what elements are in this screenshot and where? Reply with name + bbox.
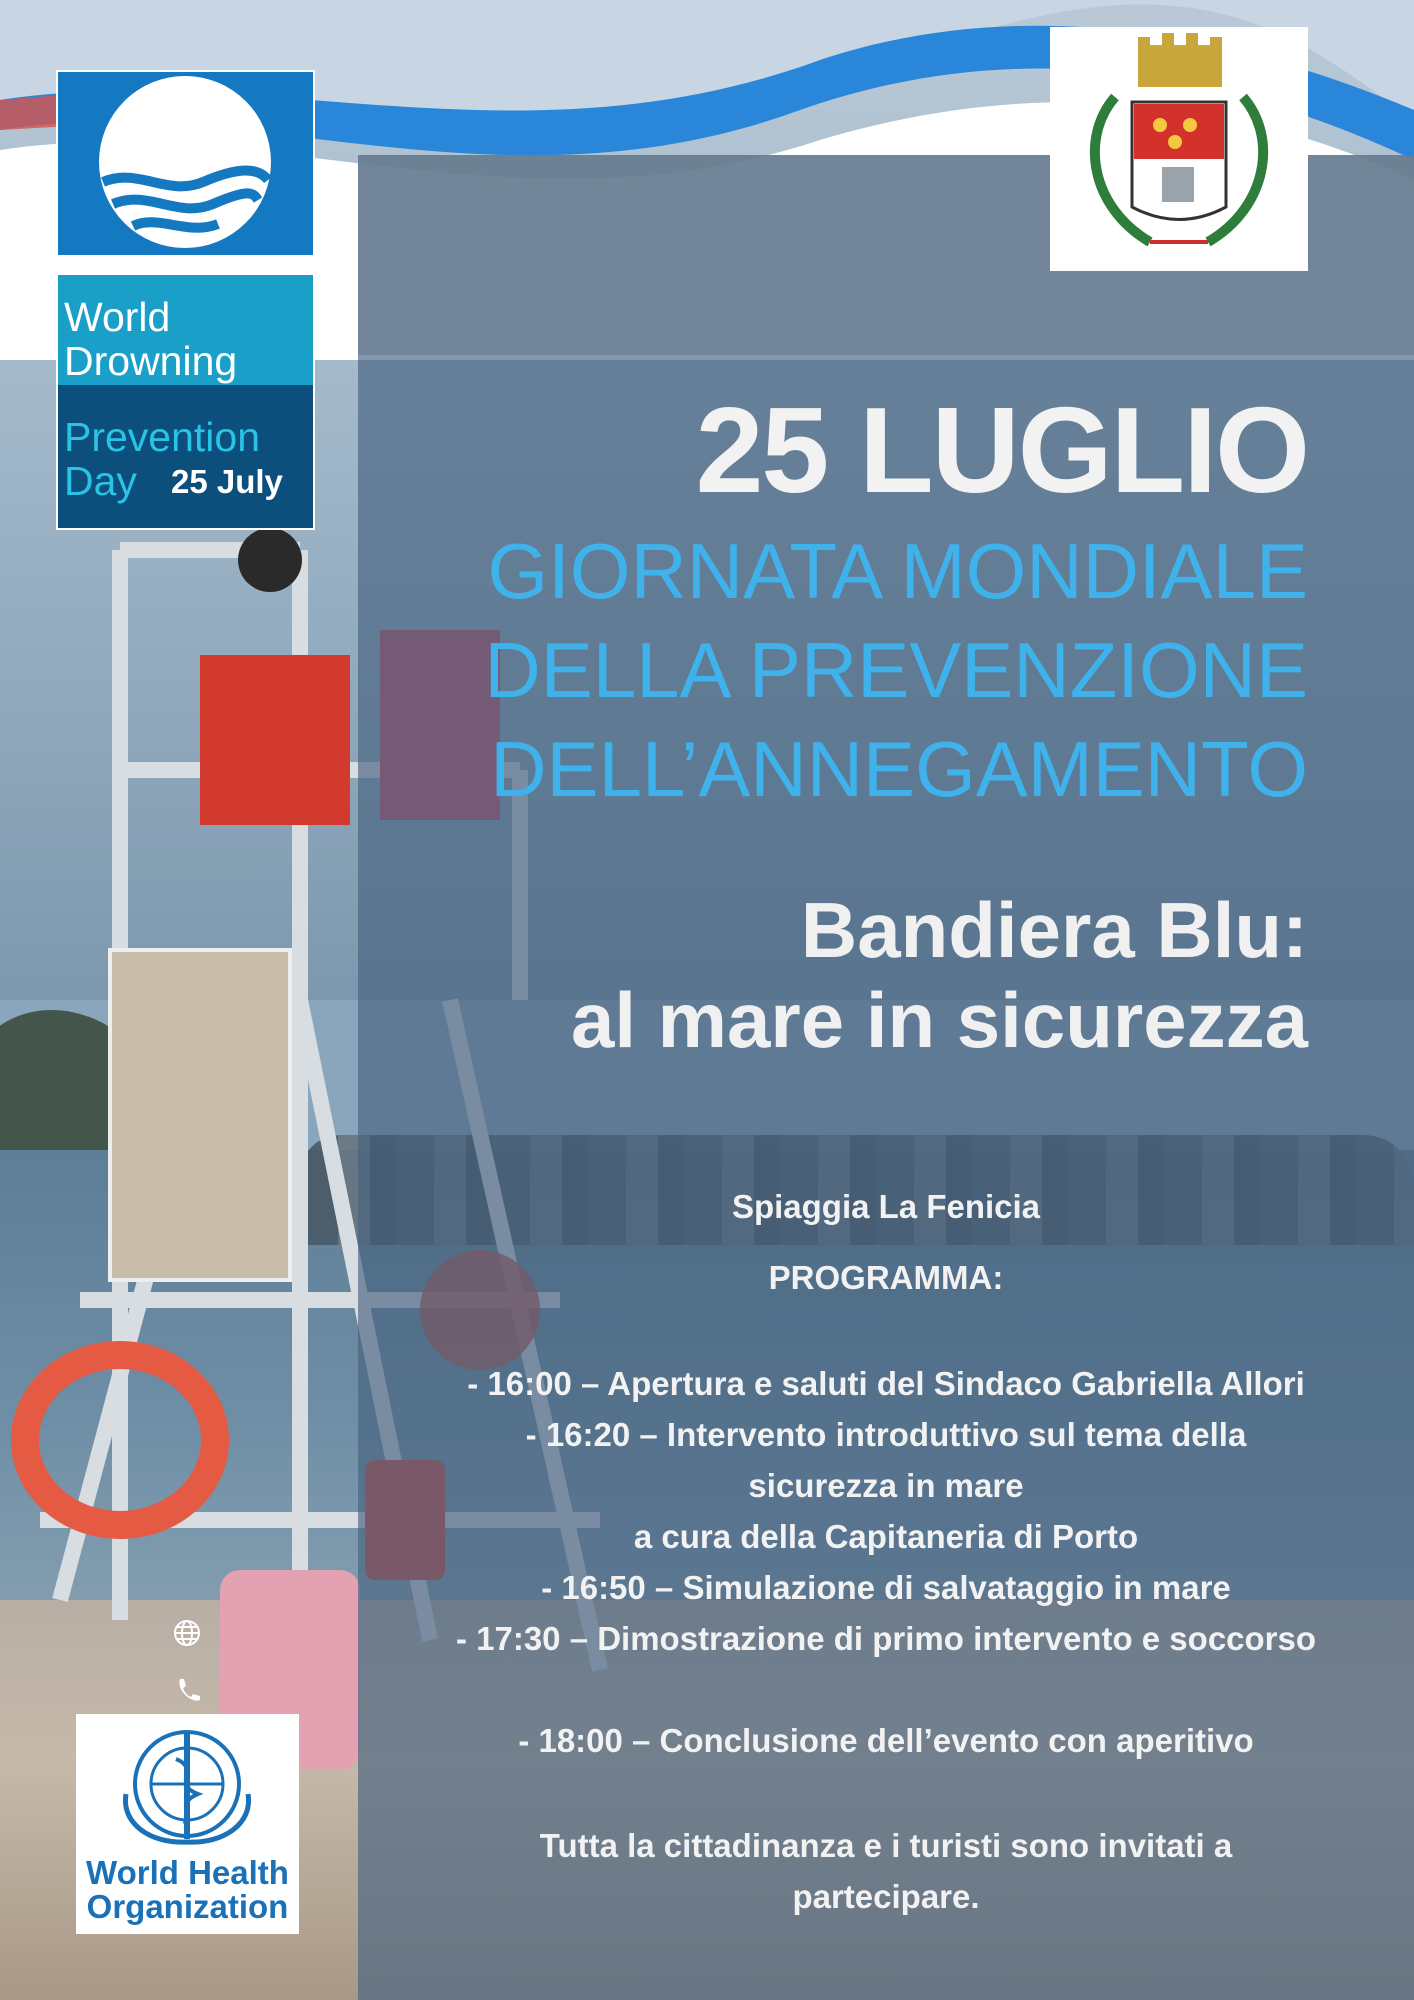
program-item: - 16:00 – Apertura e saluti del Sindaco Gabriella Allori xyxy=(467,1365,1305,1402)
invitation-line-1: Tutta la cittadinanza e i turisti sono invitati a xyxy=(539,1827,1233,1864)
event-venue: Spiaggia La Fenicia xyxy=(731,1188,1041,1225)
subtitle-line-2: DELLA PREVENZIONE xyxy=(484,626,1308,714)
program-item: - 17:30 – Dimostrazione di primo intervento e soccorso xyxy=(455,1620,1317,1657)
wdpd-line-4: Day xyxy=(64,458,137,504)
program-item: - 18:00 – Conclusione dell’evento con aperitivo xyxy=(518,1722,1254,1759)
subtitle-line-1: GIORNATA MONDIALE xyxy=(487,527,1308,615)
phone-icon xyxy=(172,1676,202,1706)
event-subtitle xyxy=(408,522,1308,819)
program-item: - 16:50 – Simulazione di salvataggio in mare xyxy=(541,1569,1231,1606)
globe-icon xyxy=(172,1618,202,1648)
program-item: sicurezza in mare xyxy=(748,1467,1024,1504)
town-crest xyxy=(1050,27,1308,271)
program-list xyxy=(358,1358,1414,1766)
program-spacer xyxy=(358,1664,1414,1715)
program-item: a cura della Capitaneria di Porto xyxy=(633,1518,1139,1555)
who-line-2: Organization xyxy=(86,1888,289,1925)
slogan-line-1: Bandiera Blu: xyxy=(800,886,1308,974)
wdpd-line-3: Prevention xyxy=(64,414,261,460)
event-slogan xyxy=(308,885,1308,1065)
who-name xyxy=(76,1856,299,1924)
wdpd-line-1: World xyxy=(64,294,171,340)
slogan-line-2: al mare in sicurezza xyxy=(570,976,1308,1064)
program-heading: PROGRAMMA: xyxy=(768,1259,1004,1296)
event-date-title: 25 LUGLIO xyxy=(695,382,1308,518)
wdpd-date: 25 July xyxy=(171,463,283,500)
invitation-text xyxy=(358,1820,1414,1922)
crest-emblem-icon xyxy=(1050,27,1308,271)
wdpd-line-2: Drowning xyxy=(64,338,238,384)
blue-flag-logo xyxy=(56,70,315,257)
subtitle-line-3: DELL’ANNEGAMENTO xyxy=(490,725,1308,813)
wdpd-title-top xyxy=(64,295,237,383)
invitation-line-2: partecipare. xyxy=(792,1878,980,1915)
blue-flag-icon xyxy=(58,72,313,255)
who-line-1: World Health xyxy=(86,1854,289,1891)
program-item: - 16:20 – Intervento introduttivo sul tema della xyxy=(525,1416,1247,1453)
who-emblem-icon xyxy=(76,1714,299,1854)
world-drowning-prevention-day-logo xyxy=(56,273,315,530)
who-logo xyxy=(76,1714,299,1934)
